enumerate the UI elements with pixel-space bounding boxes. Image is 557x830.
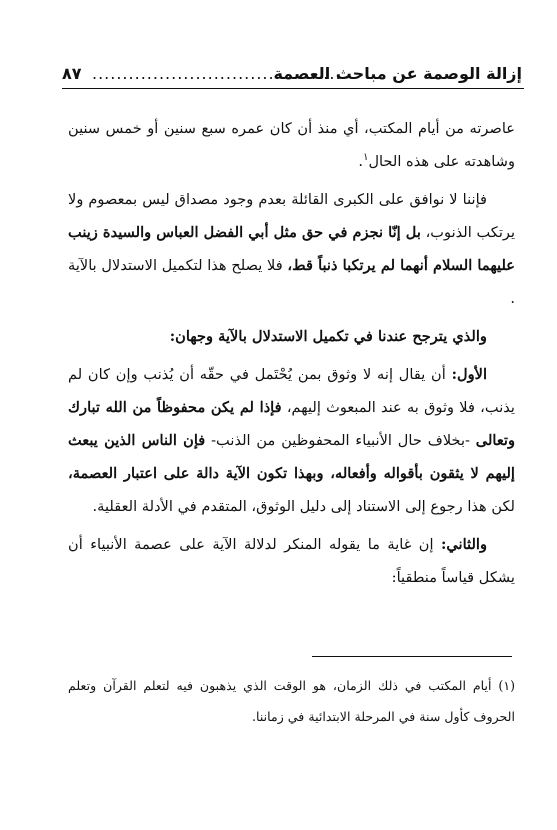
bold-phrase: بل إنّا نجزم في حق مثل أبي الفضل العباس والسيدة زينب عليهما السلام أنهما لم يرتكبا ذنباً قط، <box>68 224 515 274</box>
bold-phrase: فإن الناس الذين يبعث إليهم لا يثقون بأقواله وأفعاله، وبهذا تكون الآية دالة على اعتبار العصمة، <box>68 432 515 482</box>
footnote-reference: ١ <box>363 152 369 164</box>
section-heading: والذي يترجح عندنا في تكميل الاستدلال بالآية وجهان: <box>169 328 487 345</box>
bold-phrase: فإذا لم يكن محفوظاً من الله تبارك وتعالى <box>68 399 516 449</box>
paragraph-1: عاصرته من أيام المكتب، أي منذ أن كان عمره سبع سنين أو خمس سنين وشاهدته على هذه الحال$^١$. <box>68 120 515 170</box>
footnote <box>68 670 515 732</box>
paragraph-second-aspect: والثاني: إن غاية ما يقوله المنكر لدلالة الآية على عصمة الأنبياء أن يشكل قياساً منطقياً: <box>68 536 515 586</box>
header-rule <box>62 88 524 89</box>
paragraph-2: فإننا لا نوافق على الكبرى القائلة بعدم وجود مصداق ليس بمعصوم ولا يرتكب الذنوب، بل إنّا نجزم في حق مثل أبي الفضل العباس والسيدة زينب عليهما السلام أنهما لم يرتكبا ذنباً قط، فلا يصلح هذا لتكميل الاستدلال بالآية . <box>68 191 516 307</box>
paragraph-first-aspect: الأول: أن يقال إنه لا وثوق بمن يُحْتَمل في حقّه أن يُذنب وإن كان لم يذنب، فلا وثوق به عند المبعوث إليهم، فإذا لم يكن محفوظاً من الله تبارك وتعالى -بخلاف حال الأنبياء المحفوظين من الذنب- فإن الناس الذين يبعث إليهم لا يثقون بأقواله وأفعاله، وبهذا تكون الآية دالة على اعتبار العصمة، لكن هذا رجوع إلى الاستناد إلى دليل الوثوق، المتقدم في الأدلة العقلية. <box>68 366 516 515</box>
footnote-separator <box>312 656 512 657</box>
header-leader-dots: .......................................... <box>92 64 348 83</box>
first-aspect-label: الأول: <box>451 366 487 383</box>
page-number: ٨٧ <box>62 64 82 83</box>
header-title: إزالة الوصمة عن مباحث العصمة <box>273 64 522 83</box>
main-text <box>68 112 515 599</box>
footnote-text: (١) أيام المكتب في ذلك الزمان، هو الوقت الذي يذهبون فيه لتعلم القرآن وتعلم الحروف كأول سنة في المرحلة الابتدائية في زماننا. <box>68 678 515 724</box>
running-header <box>62 60 522 88</box>
second-aspect-label: والثاني: <box>440 536 487 553</box>
